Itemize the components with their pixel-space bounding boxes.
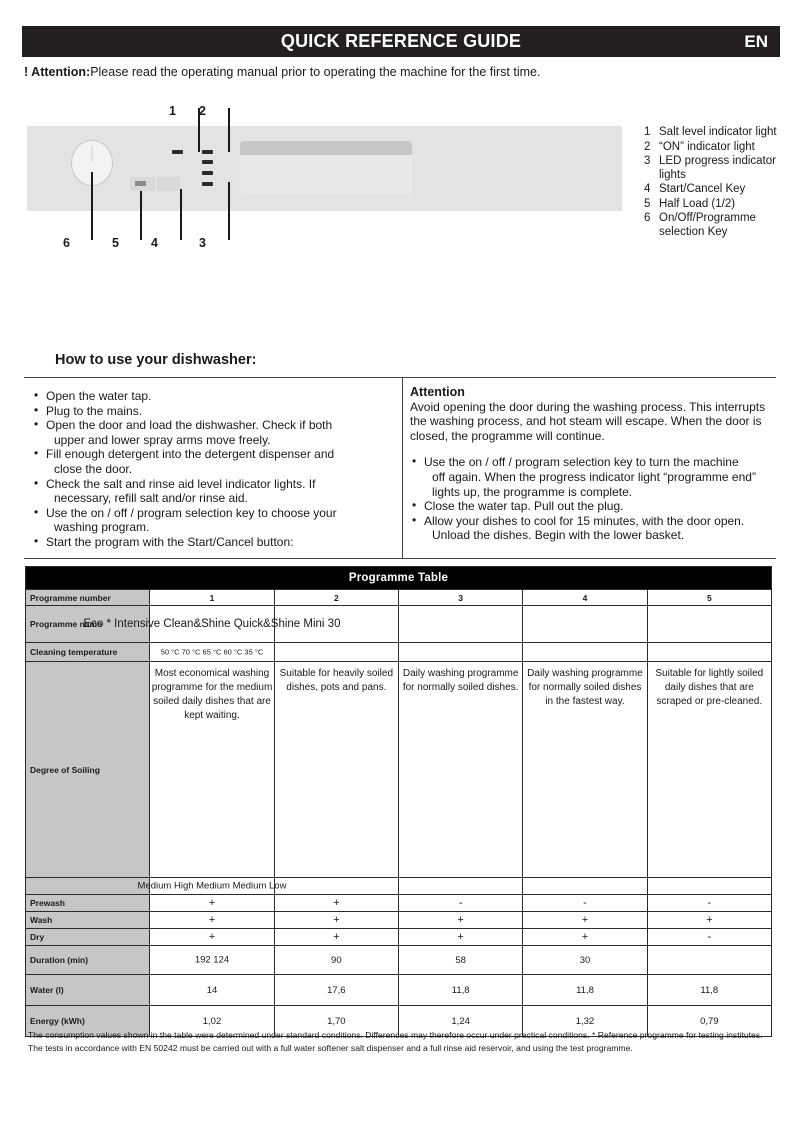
legend-item-2 — [644, 141, 794, 155]
callout-leader-5 — [140, 191, 142, 240]
howto-step-1: Open the water tap. — [46, 389, 152, 403]
energy-1: 1,02 — [150, 1006, 274, 1037]
legend-item-1-label: Salt level indicator light — [659, 126, 777, 138]
salt-level-indicator-led-icon — [172, 150, 183, 154]
dry-5: - — [647, 929, 771, 946]
legend-item-5-number: 5 — [644, 197, 651, 210]
howto-step-7: Start the program with the Start/Cancel button: — [46, 534, 294, 549]
programme-number-1: 1 — [150, 590, 274, 606]
programme-names-cell — [83, 606, 341, 643]
table-row-degree-of-soiling — [26, 662, 772, 878]
row-label-energy: Energy (kWh) — [26, 1006, 150, 1037]
prewash-2: + — [274, 895, 398, 912]
row-label-wash: Wash — [26, 912, 150, 929]
programme-table-title: Programme Table — [26, 567, 772, 590]
row-label-prewash: Prewash — [26, 895, 150, 912]
legend-item-4-label: Start/Cancel Key — [659, 183, 746, 195]
table-row-duration — [26, 946, 772, 975]
button-divider — [155, 177, 157, 191]
dry-4: + — [523, 929, 647, 946]
howto-step-6: Use the on / off / program selection key to choose your — [46, 505, 337, 520]
diagram-legend — [644, 126, 794, 240]
programme-table — [25, 566, 772, 1037]
half-load-button-icon — [135, 181, 146, 186]
legend-item-2-number: 2 — [644, 140, 651, 153]
howto-section-title: How to use your dishwasher: — [55, 352, 257, 368]
row-label-cleaning-temperature: Cleaning temperature — [26, 643, 150, 662]
callout-number-6: 6 — [63, 236, 70, 250]
duration-1-text: 192 124 — [194, 954, 230, 966]
attention-panel — [410, 385, 778, 543]
legend-item-5-label: Half Load (1/2) — [659, 197, 736, 210]
language-badge: EN — [744, 31, 768, 51]
howto-top-rule — [24, 377, 776, 378]
attention-bullet-1: Use the on / off / program selection key to turn the machine — [424, 455, 739, 470]
table-row-title — [26, 567, 772, 590]
attention-panel-paragraph: Avoid opening the door during the washing process. This interrupts the washing process, and hot steam will escape. When the door is closed, the programme will continue. — [410, 399, 766, 443]
table-row-cleaning-temperature — [26, 643, 772, 662]
programme-names-text: Eco * Intensive Clean&Shine Quick&Shine Mini 30 — [83, 618, 341, 630]
table-row-programme-number — [26, 590, 772, 606]
callout-leader-6 — [91, 172, 93, 240]
on-indicator-led-icon — [202, 150, 213, 154]
legend-item-4 — [644, 183, 794, 197]
legend-item-1 — [644, 126, 794, 140]
list-item — [32, 404, 392, 419]
progress-led-3-icon — [202, 182, 213, 186]
callout-number-5: 5 — [112, 236, 119, 250]
knob-notch-icon — [92, 146, 93, 162]
list-item — [32, 389, 392, 404]
cleaning-temperatures-text: 50 °C 70 °C 65 °C 60 °C 35 °C — [160, 647, 264, 657]
soiling-level-cell-3 — [398, 878, 522, 895]
progress-led-2-icon — [202, 171, 213, 175]
callout-number-3: 3 — [199, 236, 206, 250]
cleaning-temperature-cell-2 — [274, 643, 398, 662]
callout-number-2: 2 — [199, 104, 206, 118]
table-row-soiling-levels — [26, 878, 772, 895]
wash-1: + — [150, 912, 274, 929]
callout-number-1: 1 — [169, 104, 176, 118]
legend-item-1-number: 1 — [644, 126, 651, 138]
attention-bullet-3-cont: Unload the dishes. Begin with the lower basket. — [432, 528, 685, 543]
soiling-level-cell-5 — [647, 878, 771, 895]
water-1: 14 — [150, 975, 274, 1006]
prewash-5: - — [647, 895, 771, 912]
water-3: 11,8 — [398, 975, 522, 1006]
list-item — [32, 535, 392, 550]
attention-bullet-2: Close the water tap. Pull out the plug. — [424, 499, 624, 514]
howto-step-2: Plug to the mains. — [46, 403, 143, 418]
soiling-description-5: Suitable for lightly soiled daily dishes that are scraped or pre-cleaned. — [647, 662, 771, 878]
energy-4: 1,32 — [523, 1006, 647, 1037]
progress-led-1-icon — [202, 160, 213, 164]
energy-5: 0,79 — [647, 1006, 771, 1037]
table-row-programme-name — [26, 606, 772, 643]
attention-bullet-1-cont: off again. When the progress indicator light “programme end” lights up, the programme is complete. — [432, 469, 756, 499]
soiling-description-4: Daily washing programme for normally soiled dishes in the fastest way. — [523, 662, 647, 878]
legend-item-3 — [644, 155, 794, 182]
energy-3: 1,24 — [398, 1006, 522, 1037]
prewash-3: - — [398, 895, 522, 912]
list-item — [410, 455, 778, 499]
list-item — [32, 506, 392, 535]
howto-step-3: Open the door and load the dishwasher. Check if both — [46, 418, 333, 433]
water-5: 11,8 — [647, 975, 771, 1006]
soiling-description-2: Suitable for heavily soiled dishes, pots and pans. — [274, 662, 398, 878]
howto-step-4-cont: close the door. — [54, 461, 133, 476]
table-footnote: The consumption values shown in the table were determined under standard conditions. Differences may therefore occur under practical conditions. * Reference programme for testing institutes. The tests in accordance with EN 50242 must be carried out with a full water softener salt dispenser and a full rinse aid reservoir, and using the test programme. — [28, 1030, 763, 1053]
dry-1: + — [150, 929, 274, 946]
programme-name-cell-5 — [647, 606, 771, 643]
wash-5: + — [647, 912, 771, 929]
programme-name-cell-4 — [523, 606, 647, 643]
legend-item-3-number: 3 — [644, 155, 651, 167]
table-row-water — [26, 975, 772, 1006]
callout-leader-3 — [228, 182, 230, 240]
row-label-water: Water (l) — [26, 975, 150, 1006]
wash-2: + — [274, 912, 398, 929]
legend-item-2-label: “ON” indicator light — [659, 140, 755, 153]
callout-leader-4 — [180, 189, 182, 240]
programme-number-4: 4 — [523, 590, 647, 606]
soiling-description-1: Most economical washing programme for the medium soiled daily dishes that are kept waiting. — [150, 662, 274, 878]
howto-steps — [32, 389, 392, 550]
list-item — [32, 418, 392, 447]
howto-step-5: Check the salt and rinse aid level indicator lights. If — [46, 476, 316, 491]
cleaning-temperature-cell-3 — [398, 643, 522, 662]
programme-number-3: 3 — [398, 590, 522, 606]
legend-item-3-label: LED progress indicator lights — [659, 155, 776, 181]
attention-notice-prefix: ! Attention: — [24, 65, 91, 79]
wash-4: + — [523, 912, 647, 929]
prewash-4: - — [523, 895, 647, 912]
duration-2: 90 — [274, 946, 398, 975]
table-row-wash — [26, 912, 772, 929]
soiling-description-3: Daily washing programme for normally soiled dishes. — [398, 662, 522, 878]
page-title: QUICK REFERENCE GUIDE — [280, 31, 522, 51]
legend-item-6-number: 6 — [644, 212, 651, 224]
list-item — [410, 514, 778, 543]
legend-item-4-number: 4 — [644, 183, 651, 195]
attention-bullet-3: Allow your dishes to cool for 15 minutes, with the door open. — [424, 513, 745, 528]
list-item — [410, 499, 778, 514]
row-label-dry: Dry — [26, 929, 150, 946]
document-header-bar — [22, 26, 780, 57]
attention-notice — [24, 65, 784, 79]
row-label-programme-name: Programme name — [26, 606, 150, 643]
row-label-programme-number: Programme number — [26, 590, 150, 606]
howto-step-5-cont: necessary, refill salt and/or rinse aid. — [54, 491, 248, 506]
water-2: 17,6 — [274, 975, 398, 1006]
control-panel-body — [27, 126, 622, 211]
soiling-levels-cell — [137, 878, 287, 895]
attention-panel-heading: Attention — [410, 385, 465, 399]
prewash-1: + — [150, 895, 274, 912]
table-row-dry — [26, 929, 772, 946]
callout-number-4: 4 — [151, 236, 158, 250]
duration-4: 30 — [523, 946, 647, 975]
duration-3: 58 — [398, 946, 522, 975]
programme-number-2: 2 — [274, 590, 398, 606]
table-row-prewash — [26, 895, 772, 912]
soiling-level-cell-4 — [523, 878, 647, 895]
energy-2: 1,70 — [274, 1006, 398, 1037]
list-item — [32, 447, 392, 476]
programme-name-cell-3 — [398, 606, 522, 643]
callout-leader-2 — [228, 108, 230, 152]
soiling-levels-text: Medium High Medium Medium Low — [137, 880, 287, 892]
cleaning-temperature-cell-5 — [647, 643, 771, 662]
programme-number-5: 5 — [647, 590, 771, 606]
wash-3: + — [398, 912, 522, 929]
display-panel — [240, 141, 412, 194]
list-item — [32, 477, 392, 506]
display-panel-strip — [240, 141, 412, 155]
howto-vertical-divider — [402, 378, 403, 558]
cleaning-temperature-cell-4 — [523, 643, 647, 662]
cleaning-temperatures-cell — [150, 643, 274, 662]
row-label-duration: Duration (min) — [26, 946, 150, 975]
howto-step-4: Fill enough detergent into the detergent dispenser and — [46, 447, 335, 462]
attention-notice-text: Please read the operating manual prior to operating the machine for the first time. — [90, 65, 541, 79]
row-label-degree-of-soiling: Degree of Soiling — [26, 662, 150, 878]
howto-step-6-cont: washing program. — [54, 520, 150, 535]
howto-bottom-rule — [24, 558, 776, 559]
row-label-soiling-levels — [26, 878, 150, 895]
dry-3: + — [398, 929, 522, 946]
water-4: 11,8 — [523, 975, 647, 1006]
soiling-level-cell-2 — [274, 878, 398, 895]
legend-item-6-label: On/Off/Programme selection Key — [659, 212, 756, 238]
howto-step-3-cont: upper and lower spray arms move freely. — [54, 432, 271, 447]
duration-cell-1 — [150, 946, 274, 975]
legend-item-6 — [644, 212, 794, 239]
legend-item-5 — [644, 198, 794, 212]
dry-2: + — [274, 929, 398, 946]
duration-5 — [647, 946, 771, 975]
